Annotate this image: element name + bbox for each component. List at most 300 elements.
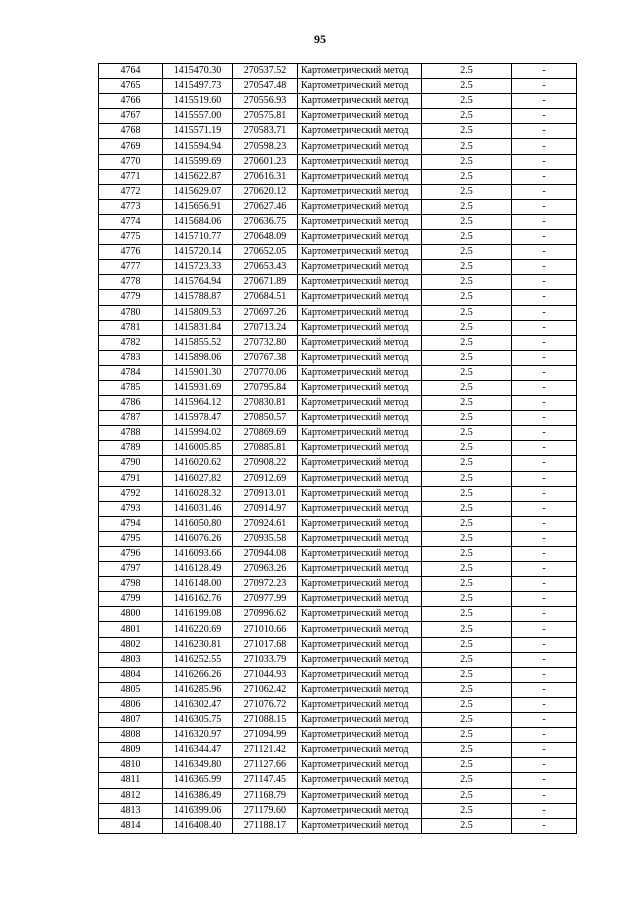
table-row (99, 79, 577, 94)
y-coordinate-cell: 271017.68 (233, 637, 298, 652)
table-row (99, 728, 577, 743)
method-cell: Картометрический метод (298, 456, 422, 471)
method-cell: Картометрический метод (298, 592, 422, 607)
method-cell: Картометрический метод (298, 350, 422, 365)
extra-cell: - (512, 139, 577, 154)
extra-cell: - (512, 486, 577, 501)
extra-cell: - (512, 290, 577, 305)
x-coordinate-cell: 1416028.32 (163, 486, 233, 501)
y-coordinate-cell: 270996.62 (233, 607, 298, 622)
point-number-cell: 4776 (99, 245, 163, 260)
point-number-cell: 4783 (99, 350, 163, 365)
y-coordinate-cell: 270671.89 (233, 275, 298, 290)
y-coordinate-cell: 270636.75 (233, 214, 298, 229)
y-coordinate-cell: 270616.31 (233, 169, 298, 184)
method-cell: Картометрический метод (298, 758, 422, 773)
method-cell: Картометрический метод (298, 275, 422, 290)
precision-cell: 2.5 (422, 214, 512, 229)
y-coordinate-cell: 270767.38 (233, 350, 298, 365)
point-number-cell: 4810 (99, 758, 163, 773)
extra-cell: - (512, 350, 577, 365)
x-coordinate-cell: 1415710.77 (163, 230, 233, 245)
x-coordinate-cell: 1416199.08 (163, 607, 233, 622)
method-cell: Картометрический метод (298, 682, 422, 697)
table-row (99, 456, 577, 471)
table-row (99, 607, 577, 622)
precision-cell: 2.5 (422, 380, 512, 395)
x-coordinate-cell: 1415684.06 (163, 214, 233, 229)
precision-cell: 2.5 (422, 531, 512, 546)
table-row (99, 592, 577, 607)
x-coordinate-cell: 1416344.47 (163, 743, 233, 758)
point-number-cell: 4771 (99, 169, 163, 184)
point-number-cell: 4775 (99, 230, 163, 245)
table-row (99, 471, 577, 486)
x-coordinate-cell: 1416005.85 (163, 441, 233, 456)
y-coordinate-cell: 271168.79 (233, 788, 298, 803)
method-cell: Картометрический метод (298, 396, 422, 411)
extra-cell: - (512, 682, 577, 697)
table-row (99, 64, 577, 79)
y-coordinate-cell: 270913.01 (233, 486, 298, 501)
precision-cell: 2.5 (422, 743, 512, 758)
table-row (99, 697, 577, 712)
extra-cell: - (512, 697, 577, 712)
table-row (99, 184, 577, 199)
table-row (99, 275, 577, 290)
table-row (99, 260, 577, 275)
point-number-cell: 4802 (99, 637, 163, 652)
precision-cell: 2.5 (422, 350, 512, 365)
precision-cell: 2.5 (422, 818, 512, 833)
point-number-cell: 4764 (99, 64, 163, 79)
extra-cell: - (512, 803, 577, 818)
table-row (99, 380, 577, 395)
point-number-cell: 4796 (99, 547, 163, 562)
x-coordinate-cell: 1415470.30 (163, 64, 233, 79)
extra-cell: - (512, 154, 577, 169)
precision-cell: 2.5 (422, 562, 512, 577)
extra-cell: - (512, 788, 577, 803)
extra-cell: - (512, 94, 577, 109)
table-row (99, 124, 577, 139)
x-coordinate-cell: 1416302.47 (163, 697, 233, 712)
extra-cell: - (512, 773, 577, 788)
table-row (99, 305, 577, 320)
table-row (99, 743, 577, 758)
method-cell: Картометрический метод (298, 743, 422, 758)
method-cell: Картометрический метод (298, 667, 422, 682)
extra-cell: - (512, 743, 577, 758)
precision-cell: 2.5 (422, 682, 512, 697)
x-coordinate-cell: 1416076.26 (163, 531, 233, 546)
table-row (99, 139, 577, 154)
x-coordinate-cell: 1415723.33 (163, 260, 233, 275)
y-coordinate-cell: 270732.80 (233, 335, 298, 350)
precision-cell: 2.5 (422, 184, 512, 199)
precision-cell: 2.5 (422, 667, 512, 682)
precision-cell: 2.5 (422, 426, 512, 441)
x-coordinate-cell: 1415519.60 (163, 94, 233, 109)
y-coordinate-cell: 270935.58 (233, 531, 298, 546)
extra-cell: - (512, 199, 577, 214)
point-number-cell: 4795 (99, 531, 163, 546)
method-cell: Картометрический метод (298, 139, 422, 154)
precision-cell: 2.5 (422, 396, 512, 411)
table-row (99, 486, 577, 501)
y-coordinate-cell: 270972.23 (233, 577, 298, 592)
point-number-cell: 4778 (99, 275, 163, 290)
method-cell: Картометрический метод (298, 577, 422, 592)
method-cell: Картометрический метод (298, 486, 422, 501)
point-number-cell: 4805 (99, 682, 163, 697)
point-number-cell: 4765 (99, 79, 163, 94)
y-coordinate-cell: 270620.12 (233, 184, 298, 199)
point-number-cell: 4766 (99, 94, 163, 109)
table-row (99, 713, 577, 728)
extra-cell: - (512, 230, 577, 245)
y-coordinate-cell: 270598.23 (233, 139, 298, 154)
y-coordinate-cell: 270713.24 (233, 320, 298, 335)
method-cell: Картометрический метод (298, 305, 422, 320)
x-coordinate-cell: 1415764.94 (163, 275, 233, 290)
precision-cell: 2.5 (422, 320, 512, 335)
y-coordinate-cell: 270914.97 (233, 501, 298, 516)
precision-cell: 2.5 (422, 471, 512, 486)
point-number-cell: 4801 (99, 622, 163, 637)
method-cell: Картометрический метод (298, 441, 422, 456)
extra-cell: - (512, 245, 577, 260)
method-cell: Картометрический метод (298, 199, 422, 214)
extra-cell: - (512, 547, 577, 562)
extra-cell: - (512, 592, 577, 607)
table-row (99, 682, 577, 697)
point-number-cell: 4806 (99, 697, 163, 712)
x-coordinate-cell: 1415931.69 (163, 380, 233, 395)
precision-cell: 2.5 (422, 803, 512, 818)
method-cell: Картометрический метод (298, 501, 422, 516)
precision-cell: 2.5 (422, 441, 512, 456)
x-coordinate-cell: 1415599.69 (163, 154, 233, 169)
y-coordinate-cell: 271127.66 (233, 758, 298, 773)
method-cell: Картометрический метод (298, 154, 422, 169)
table-row (99, 350, 577, 365)
method-cell: Картометрический метод (298, 94, 422, 109)
point-number-cell: 4772 (99, 184, 163, 199)
precision-cell: 2.5 (422, 245, 512, 260)
method-cell: Картометрический метод (298, 531, 422, 546)
point-number-cell: 4811 (99, 773, 163, 788)
y-coordinate-cell: 270795.84 (233, 380, 298, 395)
extra-cell: - (512, 471, 577, 486)
point-number-cell: 4789 (99, 441, 163, 456)
extra-cell: - (512, 667, 577, 682)
point-number-cell: 4770 (99, 154, 163, 169)
x-coordinate-cell: 1416031.46 (163, 501, 233, 516)
method-cell: Картометрический метод (298, 818, 422, 833)
table-row (99, 758, 577, 773)
extra-cell: - (512, 109, 577, 124)
y-coordinate-cell: 270869.69 (233, 426, 298, 441)
point-number-cell: 4787 (99, 411, 163, 426)
point-number-cell: 4785 (99, 380, 163, 395)
precision-cell: 2.5 (422, 154, 512, 169)
method-cell: Картометрический метод (298, 124, 422, 139)
point-number-cell: 4798 (99, 577, 163, 592)
y-coordinate-cell: 270885.81 (233, 441, 298, 456)
precision-cell: 2.5 (422, 516, 512, 531)
table-row (99, 531, 577, 546)
precision-cell: 2.5 (422, 94, 512, 109)
x-coordinate-cell: 1415855.52 (163, 335, 233, 350)
point-number-cell: 4786 (99, 396, 163, 411)
y-coordinate-cell: 271121.42 (233, 743, 298, 758)
point-number-cell: 4800 (99, 607, 163, 622)
table-row (99, 320, 577, 335)
table-row (99, 94, 577, 109)
method-cell: Картометрический метод (298, 169, 422, 184)
point-number-cell: 4780 (99, 305, 163, 320)
method-cell: Картометрический метод (298, 773, 422, 788)
point-number-cell: 4807 (99, 713, 163, 728)
precision-cell: 2.5 (422, 697, 512, 712)
extra-cell: - (512, 607, 577, 622)
point-number-cell: 4812 (99, 788, 163, 803)
table-row (99, 230, 577, 245)
method-cell: Картометрический метод (298, 788, 422, 803)
precision-cell: 2.5 (422, 713, 512, 728)
extra-cell: - (512, 728, 577, 743)
x-coordinate-cell: 1415964.12 (163, 396, 233, 411)
x-coordinate-cell: 1416386.49 (163, 788, 233, 803)
point-number-cell: 4781 (99, 320, 163, 335)
method-cell: Картометрический метод (298, 713, 422, 728)
method-cell: Картометрический метод (298, 230, 422, 245)
table-row (99, 773, 577, 788)
table-row (99, 622, 577, 637)
x-coordinate-cell: 1415571.19 (163, 124, 233, 139)
method-cell: Картометрический метод (298, 380, 422, 395)
y-coordinate-cell: 270850.57 (233, 411, 298, 426)
precision-cell: 2.5 (422, 592, 512, 607)
table-row (99, 214, 577, 229)
x-coordinate-cell: 1416020.62 (163, 456, 233, 471)
extra-cell: - (512, 396, 577, 411)
method-cell: Картометрический метод (298, 637, 422, 652)
y-coordinate-cell: 270652.05 (233, 245, 298, 260)
precision-cell: 2.5 (422, 486, 512, 501)
precision-cell: 2.5 (422, 139, 512, 154)
table-row (99, 441, 577, 456)
table-row (99, 426, 577, 441)
point-number-cell: 4790 (99, 456, 163, 471)
extra-cell: - (512, 320, 577, 335)
point-number-cell: 4777 (99, 260, 163, 275)
point-number-cell: 4792 (99, 486, 163, 501)
point-number-cell: 4808 (99, 728, 163, 743)
precision-cell: 2.5 (422, 728, 512, 743)
y-coordinate-cell: 270963.26 (233, 562, 298, 577)
table-row (99, 335, 577, 350)
point-number-cell: 4799 (99, 592, 163, 607)
precision-cell: 2.5 (422, 305, 512, 320)
extra-cell: - (512, 365, 577, 380)
point-number-cell: 4774 (99, 214, 163, 229)
method-cell: Картометрический метод (298, 79, 422, 94)
extra-cell: - (512, 260, 577, 275)
method-cell: Картометрический метод (298, 652, 422, 667)
method-cell: Картометрический метод (298, 64, 422, 79)
x-coordinate-cell: 1415629.07 (163, 184, 233, 199)
point-number-cell: 4791 (99, 471, 163, 486)
point-number-cell: 4788 (99, 426, 163, 441)
method-cell: Картометрический метод (298, 411, 422, 426)
x-coordinate-cell: 1416252.55 (163, 652, 233, 667)
method-cell: Картометрический метод (298, 607, 422, 622)
table-row (99, 516, 577, 531)
y-coordinate-cell: 270924.61 (233, 516, 298, 531)
table-row (99, 562, 577, 577)
y-coordinate-cell: 270944.08 (233, 547, 298, 562)
method-cell: Картометрический метод (298, 516, 422, 531)
point-number-cell: 4797 (99, 562, 163, 577)
precision-cell: 2.5 (422, 109, 512, 124)
extra-cell: - (512, 531, 577, 546)
x-coordinate-cell: 1416093.66 (163, 547, 233, 562)
extra-cell: - (512, 501, 577, 516)
point-number-cell: 4773 (99, 199, 163, 214)
y-coordinate-cell: 270583.71 (233, 124, 298, 139)
y-coordinate-cell: 270977.99 (233, 592, 298, 607)
method-cell: Картометрический метод (298, 471, 422, 486)
x-coordinate-cell: 1415622.87 (163, 169, 233, 184)
x-coordinate-cell: 1416050.80 (163, 516, 233, 531)
extra-cell: - (512, 275, 577, 290)
method-cell: Картометрический метод (298, 109, 422, 124)
point-number-cell: 4809 (99, 743, 163, 758)
y-coordinate-cell: 271179.60 (233, 803, 298, 818)
precision-cell: 2.5 (422, 577, 512, 592)
y-coordinate-cell: 271010.66 (233, 622, 298, 637)
table-row (99, 501, 577, 516)
extra-cell: - (512, 456, 577, 471)
extra-cell: - (512, 426, 577, 441)
extra-cell: - (512, 380, 577, 395)
method-cell: Картометрический метод (298, 365, 422, 380)
y-coordinate-cell: 271044.93 (233, 667, 298, 682)
table-row (99, 109, 577, 124)
extra-cell: - (512, 818, 577, 833)
table-row (99, 169, 577, 184)
x-coordinate-cell: 1415994.02 (163, 426, 233, 441)
x-coordinate-cell: 1416220.69 (163, 622, 233, 637)
y-coordinate-cell: 271076.72 (233, 697, 298, 712)
y-coordinate-cell: 270556.93 (233, 94, 298, 109)
point-number-cell: 4779 (99, 290, 163, 305)
table-row (99, 396, 577, 411)
x-coordinate-cell: 1416399.06 (163, 803, 233, 818)
y-coordinate-cell: 270648.09 (233, 230, 298, 245)
y-coordinate-cell: 270601.23 (233, 154, 298, 169)
method-cell: Картометрический метод (298, 728, 422, 743)
table-row (99, 411, 577, 426)
point-number-cell: 4769 (99, 139, 163, 154)
x-coordinate-cell: 1416408.40 (163, 818, 233, 833)
y-coordinate-cell: 270697.26 (233, 305, 298, 320)
extra-cell: - (512, 79, 577, 94)
method-cell: Картометрический метод (298, 335, 422, 350)
precision-cell: 2.5 (422, 607, 512, 622)
precision-cell: 2.5 (422, 335, 512, 350)
extra-cell: - (512, 713, 577, 728)
extra-cell: - (512, 124, 577, 139)
x-coordinate-cell: 1416365.99 (163, 773, 233, 788)
table-row (99, 154, 577, 169)
coordinates-table-body (99, 64, 577, 834)
precision-cell: 2.5 (422, 230, 512, 245)
extra-cell: - (512, 335, 577, 350)
y-coordinate-cell: 271033.79 (233, 652, 298, 667)
method-cell: Картометрический метод (298, 290, 422, 305)
table-row (99, 547, 577, 562)
x-coordinate-cell: 1416285.96 (163, 682, 233, 697)
precision-cell: 2.5 (422, 124, 512, 139)
precision-cell: 2.5 (422, 773, 512, 788)
precision-cell: 2.5 (422, 788, 512, 803)
x-coordinate-cell: 1415720.14 (163, 245, 233, 260)
method-cell: Картометрический метод (298, 547, 422, 562)
point-number-cell: 4782 (99, 335, 163, 350)
x-coordinate-cell: 1416305.75 (163, 713, 233, 728)
method-cell: Картометрический метод (298, 260, 422, 275)
extra-cell: - (512, 184, 577, 199)
extra-cell: - (512, 64, 577, 79)
point-number-cell: 4814 (99, 818, 163, 833)
x-coordinate-cell: 1415788.87 (163, 290, 233, 305)
table-row (99, 652, 577, 667)
x-coordinate-cell: 1416230.81 (163, 637, 233, 652)
table-row (99, 365, 577, 380)
extra-cell: - (512, 652, 577, 667)
precision-cell: 2.5 (422, 275, 512, 290)
x-coordinate-cell: 1415557.00 (163, 109, 233, 124)
precision-cell: 2.5 (422, 411, 512, 426)
extra-cell: - (512, 562, 577, 577)
point-number-cell: 4803 (99, 652, 163, 667)
precision-cell: 2.5 (422, 652, 512, 667)
x-coordinate-cell: 1415901.30 (163, 365, 233, 380)
extra-cell: - (512, 214, 577, 229)
method-cell: Картометрический метод (298, 214, 422, 229)
point-number-cell: 4813 (99, 803, 163, 818)
extra-cell: - (512, 758, 577, 773)
x-coordinate-cell: 1415656.91 (163, 199, 233, 214)
table-row (99, 788, 577, 803)
precision-cell: 2.5 (422, 365, 512, 380)
x-coordinate-cell: 1415497.73 (163, 79, 233, 94)
page-number: 95 (314, 32, 326, 46)
point-number-cell: 4794 (99, 516, 163, 531)
y-coordinate-cell: 270684.51 (233, 290, 298, 305)
table-row (99, 290, 577, 305)
y-coordinate-cell: 270830.81 (233, 396, 298, 411)
y-coordinate-cell: 270547.48 (233, 79, 298, 94)
x-coordinate-cell: 1416027.82 (163, 471, 233, 486)
y-coordinate-cell: 271088.15 (233, 713, 298, 728)
x-coordinate-cell: 1416162.76 (163, 592, 233, 607)
method-cell: Картометрический метод (298, 320, 422, 335)
method-cell: Картометрический метод (298, 622, 422, 637)
